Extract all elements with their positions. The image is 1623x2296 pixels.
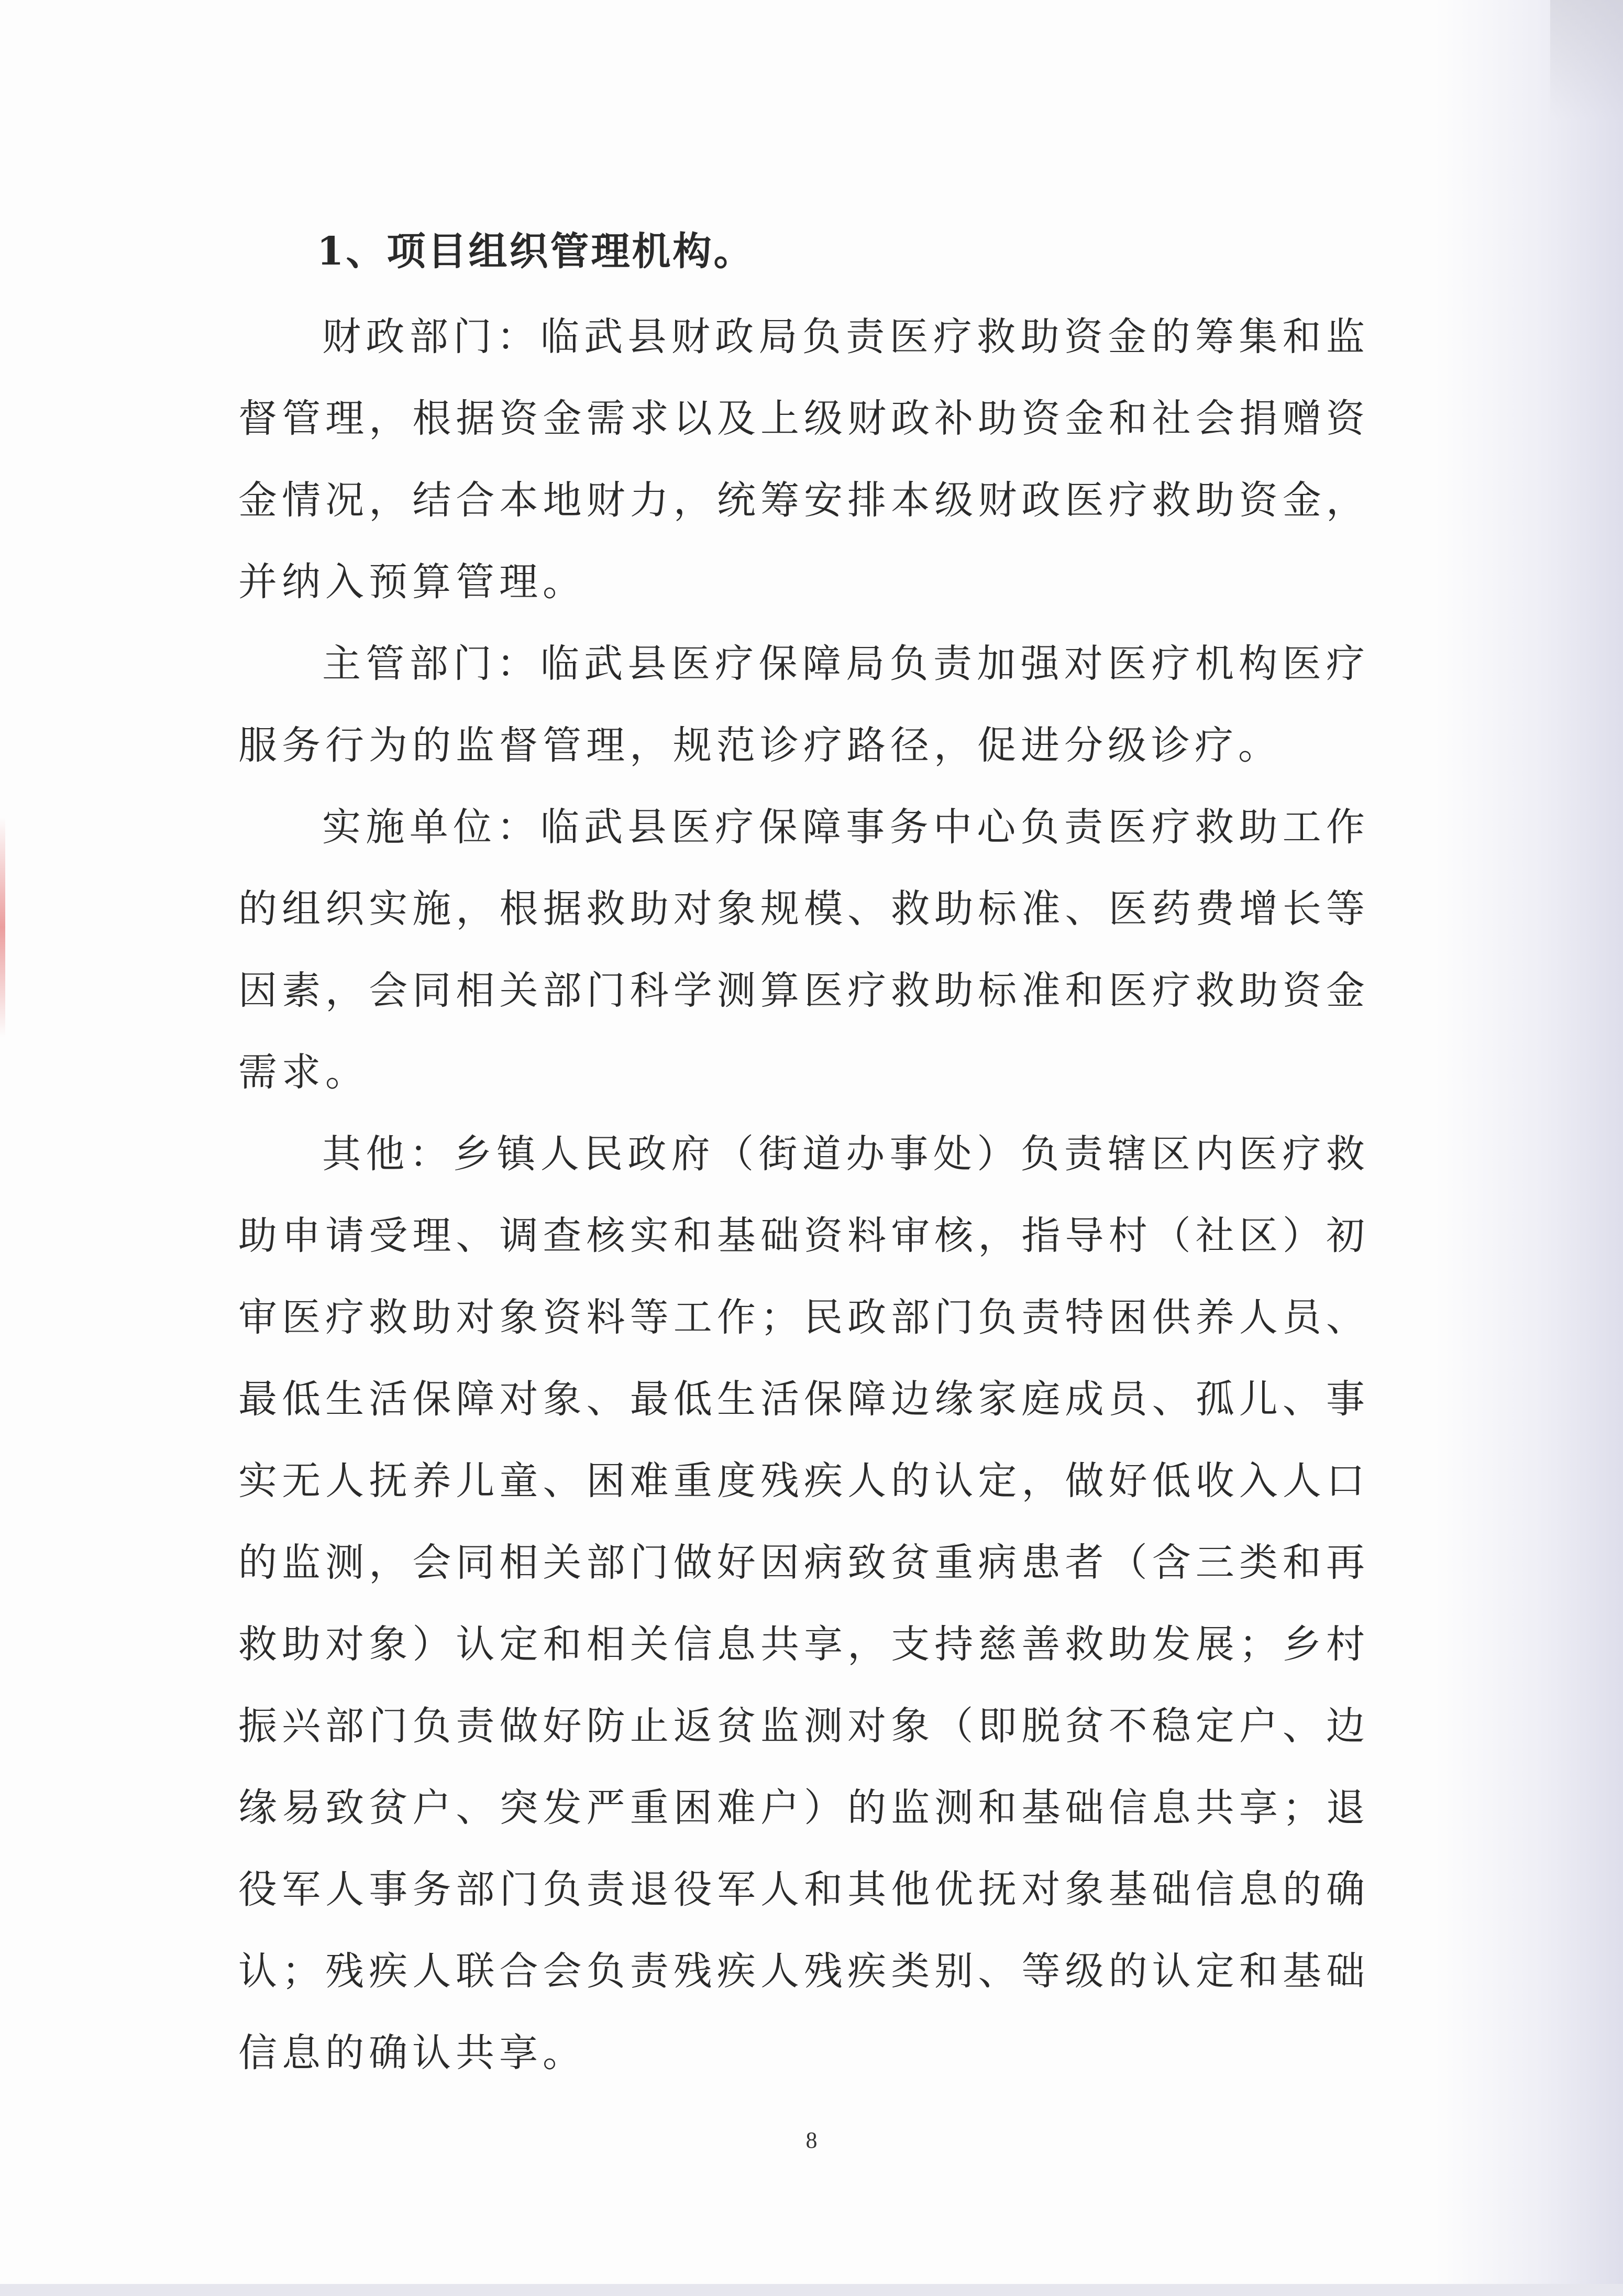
section-heading: 1、项目组织管理机构。 xyxy=(317,229,755,274)
paragraph-others: 其他：乡镇人民政府（街道办事处）负责辖区内医疗救助申请受理、调查核实和基础资料审核，指导村（社区）初审医疗救助对象资料等工作；民政部门负责特困供养人员、最低生活保障对象、最低生活保障边缘家庭成员、孤儿、事实无人抚养儿童、困难重度残疾人的认定，做好低收入人口的监测，会同相关部门做好因病致贫重病患者（含三类和再救助对象）认定和相关信息共享，支持慈善救助发展；乡村振兴部门负责做好防止返贫监测对象（即脱贫不稳定户、边缘易致贫户、突发严重困难户）的监测和基础信息共享；退役军人事务部门负责退役军人和其他优抚对象基础信息的确认；残疾人联合会负责残疾人残疾类别、等级的认定和基础信息的确认共享。 xyxy=(238,1131,1370,2075)
page-number: 8 xyxy=(805,2127,818,2153)
body-text xyxy=(238,207,1370,2094)
paragraph-finance-department: 财政部门：临武县财政局负责医疗救助资金的筹集和监督管理，根据资金需求以及上级财政补助资金和社会捐赠资金情况，结合本地财力，统筹安排本级财政医疗救助资金，并纳入预算管理。 xyxy=(238,314,1370,605)
paragraph-competent-department: 主管部门：临武县医疗保障局负责加强对医疗机构医疗服务行为的监督管理，规范诊疗路径，促进分级诊疗。 xyxy=(238,641,1370,768)
scan-shadow-right xyxy=(1435,0,1623,2296)
paragraph-implementing-unit: 实施单位：临武县医疗保障事务中心负责医疗救助工作的组织实施，根据救助对象规模、救助标准、医药费增长等因素，会同相关部门科学测算医疗救助标准和医疗救助资金需求。 xyxy=(238,805,1370,1095)
scan-stamp-bleed xyxy=(0,817,5,1037)
scan-edge-bottom xyxy=(0,2284,1623,2296)
scan-shadow-corner xyxy=(1550,0,1623,120)
